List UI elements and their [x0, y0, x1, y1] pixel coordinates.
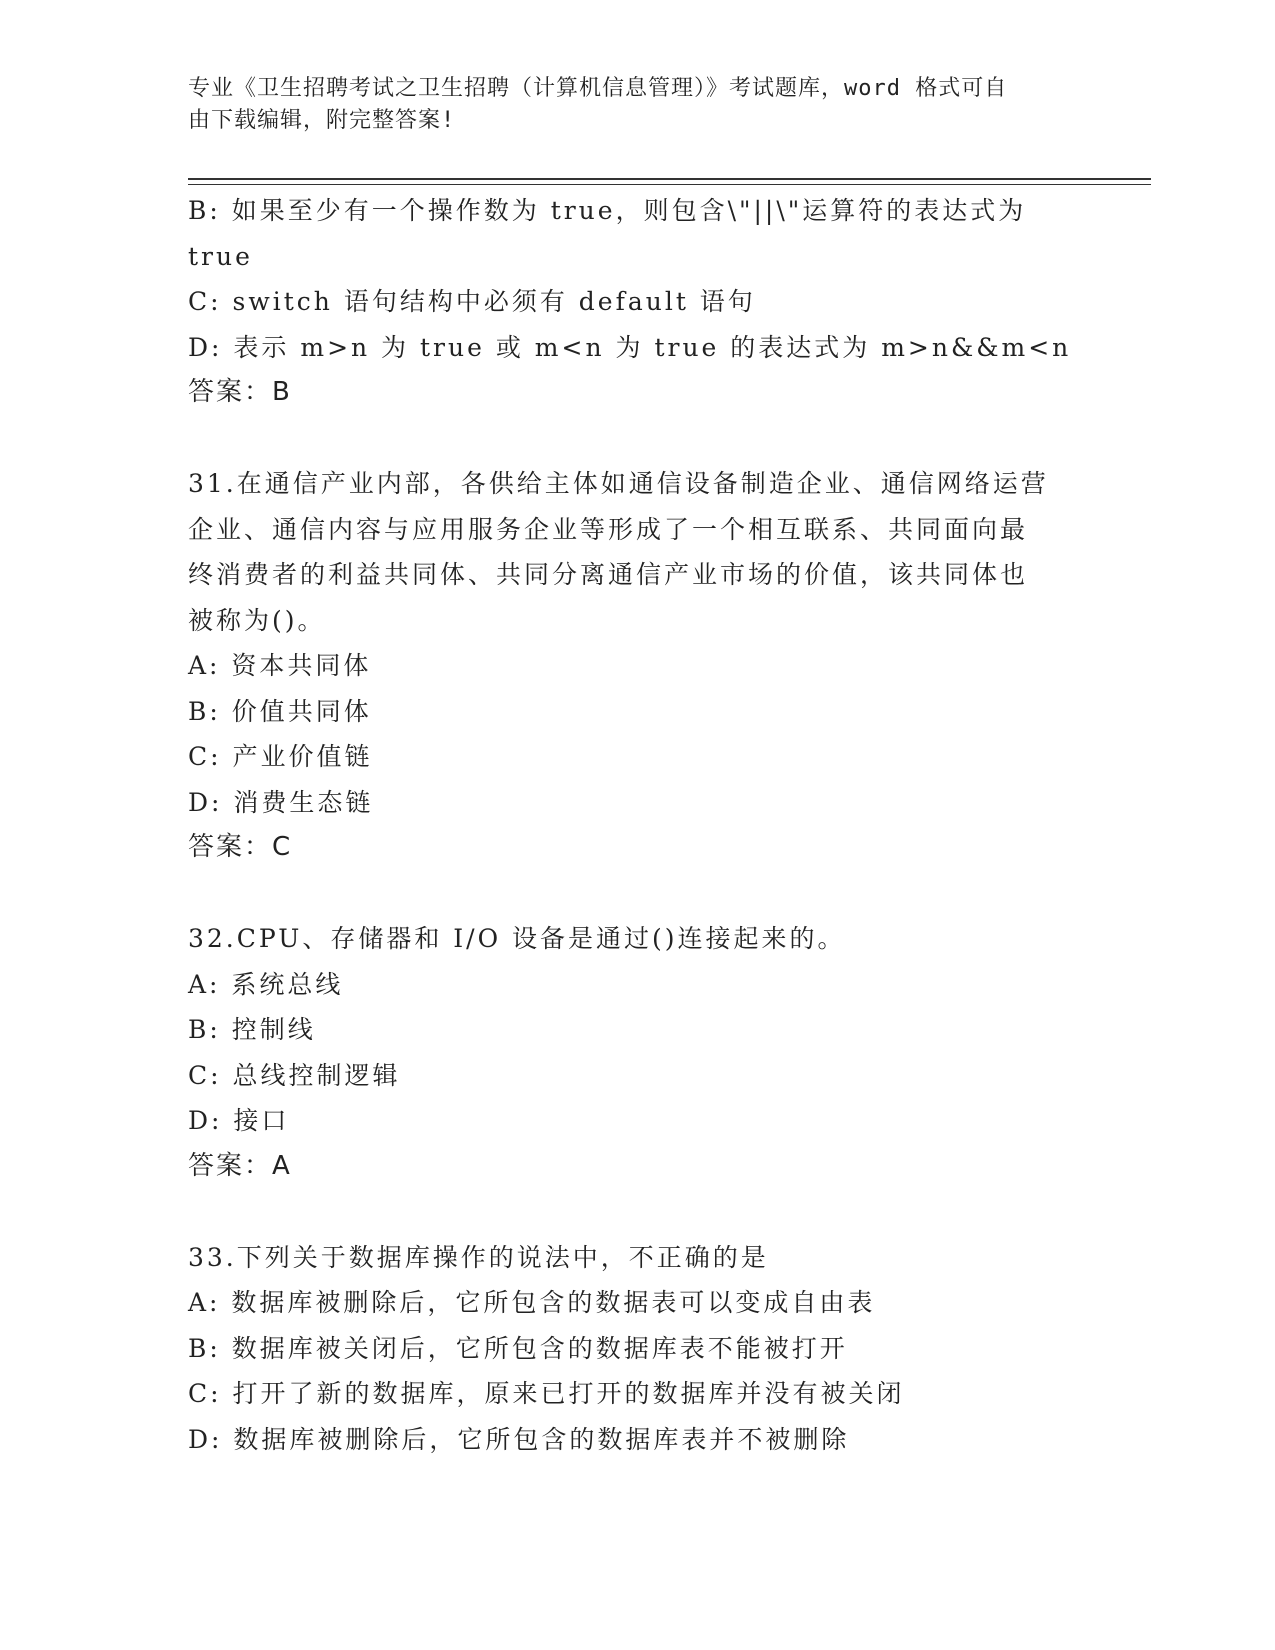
q31-option-b: B: 价值共同体 [188, 696, 372, 726]
question-33 [188, 1235, 1088, 1463]
q30-option-b-line-1: B: 如果至少有一个操作数为 true，则包含\"||\"运算符的表达式为 [188, 196, 1027, 225]
q31-answer: 答案：C [188, 832, 293, 862]
q33-option-d: D: 数据库被删除后，它所包含的数据库表并不被删除 [188, 1424, 850, 1454]
question-spacer [188, 871, 1088, 917]
question-spacer [188, 416, 1088, 462]
q32-stem: 32.CPU、存储器和 I/O 设备是通过()连接起来的。 [188, 924, 846, 953]
q31-stem-line-2: 企业、通信内容与应用服务企业等形成了一个相互联系、共同面向最 [188, 514, 1029, 544]
q30-option-b-line-2: true [188, 241, 253, 271]
q31-option-c: C: 产业价值链 [188, 742, 373, 771]
q32-option-a: A: 系统总线 [188, 969, 344, 999]
q30-option-d: D: 表示 m>n 为 true 或 m<n 为 true 的表达式为 m>n&&m<n [188, 332, 1072, 362]
question-31 [188, 461, 1088, 871]
q33-option-c: C: 打开了新的数据库，原来已打开的数据库并没有被关闭 [188, 1379, 905, 1408]
question-content [188, 188, 1088, 1462]
header-divider-thick [188, 178, 1151, 180]
q31-stem-line-1: 31.在通信产业内部，各供给主体如通信设备制造企业、通信网络运营 [188, 469, 1049, 498]
q33-stem: 33.下列关于数据库操作的说法中，不正确的是 [188, 1242, 769, 1272]
header-line-1: 专业《卫生招聘考试之卫生招聘（计算机信息管理）》考试题库，word 格式可自 [188, 76, 1008, 101]
q33-option-b: B: 数据库被关闭后，它所包含的数据库表不能被打开 [188, 1333, 848, 1363]
q32-answer: 答案：A [188, 1150, 292, 1181]
question-30-tail [188, 188, 1088, 416]
q33-option-a: A: 数据库被删除后，它所包含的数据表可以变成自由表 [188, 1288, 876, 1317]
question-32 [188, 916, 1088, 1189]
q31-stem-line-4: 被称为()。 [188, 605, 326, 635]
document-header [188, 73, 1088, 137]
q31-option-a: A: 资本共同体 [188, 651, 372, 680]
q32-option-b: B: 控制线 [188, 1015, 316, 1044]
header-line-2: 由下载编辑，附完整答案! [188, 108, 456, 133]
q32-option-c: C: 总线控制逻辑 [188, 1060, 401, 1090]
q30-option-c: C: switch 语句结构中必须有 default 语句 [188, 287, 756, 316]
question-spacer [188, 1189, 1088, 1235]
q32-option-d: D: 接口 [188, 1106, 290, 1135]
header-divider-thin [188, 184, 1151, 185]
q30-answer: 答案：B [188, 377, 292, 407]
q31-option-d: D: 消费生态链 [188, 787, 374, 817]
q31-stem-line-3: 终消费者的利益共同体、共同分离通信产业市场的价值，该共同体也 [188, 560, 1029, 589]
